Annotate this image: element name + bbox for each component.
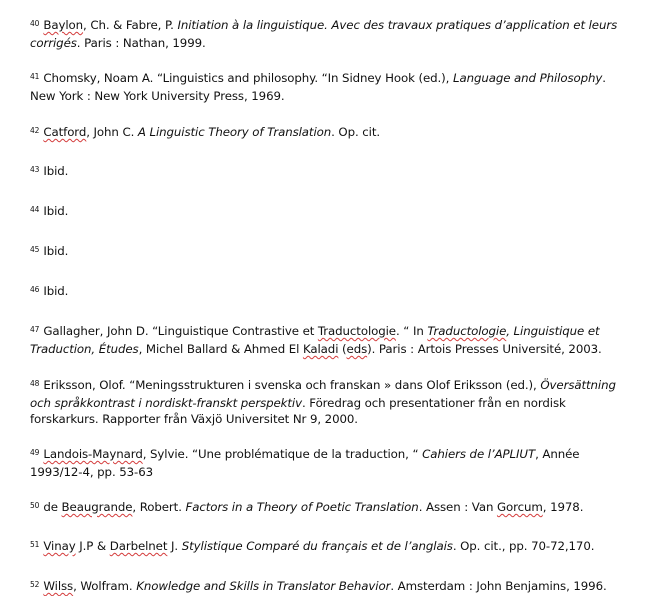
footnote-text: Chomsky, Noam A. “Linguistics and philosophy. “In Sidney Hook (ed.), (43, 70, 453, 85)
footnote-47 (30, 323, 620, 357)
footnote-text: ( (338, 341, 347, 356)
footnote-number: 51 (30, 539, 40, 549)
footnote-text: Catford (43, 124, 87, 139)
footnote-title: Stylistique Comparé du français et de l’anglais (181, 538, 453, 553)
footnote-text: Darbelnet (109, 538, 168, 553)
footnote-46 (30, 283, 620, 301)
footnote-text: Ibid. (43, 163, 69, 178)
footnote-text: Traductologie (317, 323, 396, 338)
footnote-title: Knowledge and Skills in Translator Behavior (136, 578, 391, 593)
footnote-number: 41 (30, 71, 40, 81)
footnote-text: Kaladi (302, 341, 339, 356)
footnote-number: 42 (30, 125, 40, 135)
footnote-text: , Robert. (132, 499, 186, 514)
footnote-number: 40 (30, 18, 40, 28)
footnote-text: Eriksson, Olof. “Meningsstrukturen i svenska och franskan » dans Olof Eriksson (ed.), (43, 377, 541, 392)
footnote-text: . New York : New York University Press, 1969. (30, 70, 606, 103)
footnote-title: , Linguistique et Traduction, Études (30, 323, 600, 356)
footnote-text: , Ch. & Fabre, P. (83, 17, 178, 32)
footnote-41 (30, 70, 620, 104)
footnote-50 (30, 499, 620, 517)
footnote-number: 46 (30, 284, 40, 294)
footnote-text: de (43, 499, 62, 514)
footnote-number: 48 (30, 378, 40, 388)
footnote-text: Ibid. (43, 203, 69, 218)
footnote-title: Language and Philosophy (452, 70, 603, 85)
footnote-text: Ibid. (43, 283, 69, 298)
footnote-text: . Op. cit. (331, 124, 381, 139)
footnote-text: , Michel Ballard & Ahmed El (138, 341, 303, 356)
footnote-number: 43 (30, 164, 40, 174)
footnote-text: Vinay (43, 538, 76, 553)
footnote-title: Factors in a Theory of Poetic Translation (185, 499, 419, 514)
footnote-title: Initiation à la linguistique. Avec des travaux pratiques d’application et leurs corrigés (30, 17, 618, 50)
footnote-51 (30, 538, 620, 556)
footnote-text: . Föredrag och presentationer från en nordisk forskarkurs. Rapporter från Växjö Universitet Nr 9, 2000. (30, 395, 566, 426)
footnote-text: Baylon (43, 17, 84, 32)
footnote-title: Översättning och språkkontrast i nordiskt-franskt perspektiv (30, 377, 616, 410)
footnote-43 (30, 163, 620, 181)
footnote-number: 44 (30, 204, 40, 214)
footnote-title: Traductologie (427, 323, 507, 338)
footnote-title: Cahiers de l’APLIUT (422, 446, 536, 461)
footnote-number: 50 (30, 500, 40, 510)
footnote-title: A Linguistic Theory of Translation (137, 124, 332, 139)
footnote-text: , Wolfram. (73, 578, 137, 593)
footnote-text: . Assen : Van (418, 499, 497, 514)
footnote-text: Ibid. (43, 243, 69, 258)
footnote-text: . Paris : Nathan, 1999. (76, 35, 206, 50)
footnote-text: Wilss (43, 578, 74, 593)
footnote-text: . Op. cit., pp. 70-72,170. (452, 538, 595, 553)
footnote-text: ). Paris : Artois Presses Université, 2003. (367, 341, 602, 356)
footnote-text: J.P & (75, 538, 110, 553)
footnote-text: Beaugrande (61, 499, 133, 514)
footnote-number: 52 (30, 579, 40, 589)
footnote-text: , Année 1993/12-4, pp. 53-63 (30, 446, 580, 479)
footnote-40 (30, 17, 620, 51)
footnote-text: eds (346, 341, 368, 356)
footnote-44 (30, 203, 620, 221)
footnote-text: . “ In (395, 323, 428, 338)
footnote-number: 49 (30, 447, 40, 457)
footnote-45 (30, 243, 620, 261)
footnote-number: 47 (30, 324, 40, 334)
footnote-text: . Amsterdam : John Benjamins, 1996. (390, 578, 607, 593)
footnote-text: , Sylvie. “Une problématique de la traduction, “ (142, 446, 423, 461)
footnote-text: Gorcum (496, 499, 543, 514)
footnote-text: Gallagher, John D. “Linguistique Contrastive et (43, 323, 318, 338)
footnote-52 (30, 578, 620, 596)
footnote-text: , 1978. (542, 499, 584, 514)
footnote-text: J. (167, 538, 182, 553)
footnote-text: Landois-Maynard (43, 446, 143, 461)
footnote-49 (30, 446, 620, 480)
footnote-text: , John C. (86, 124, 138, 139)
footnote-number: 45 (30, 244, 40, 254)
footnote-42 (30, 124, 620, 142)
footnote-48 (30, 377, 620, 427)
